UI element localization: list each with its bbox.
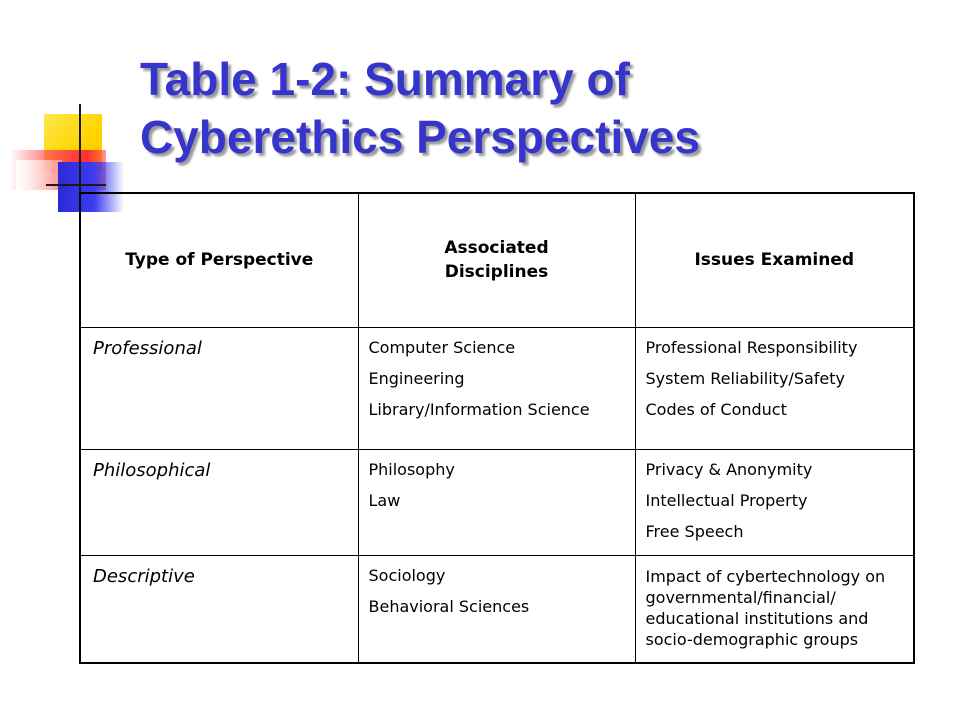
column-header-issues: Issues Examined [635, 193, 914, 327]
discipline-item: Philosophy [368, 459, 455, 479]
issues-cell [635, 555, 914, 663]
perspective-type-cell: Descriptive [80, 555, 358, 663]
discipline-item: Behavioral Sciences [368, 596, 530, 616]
column-header-type: Type of Perspective [80, 193, 358, 327]
table-row [80, 449, 914, 555]
issues-cell [635, 327, 914, 449]
slide-title-line-1: Table 1-2: Summary of [140, 53, 630, 105]
table-header-row [80, 193, 914, 327]
discipline-item: Sociology [368, 565, 446, 585]
issue-item: Privacy & Anonymity [645, 459, 813, 479]
issue-item: Codes of Conduct [645, 399, 787, 419]
issue-item: System Reliability/Safety [645, 368, 845, 388]
discipline-item: Engineering [368, 368, 465, 388]
issue-item: Free Speech [645, 521, 744, 541]
slide-title [140, 50, 940, 166]
discipline-item: Law [368, 490, 401, 510]
disciplines-cell [358, 449, 635, 555]
discipline-item: Library/Information Science [368, 399, 590, 419]
perspectives-table [79, 192, 915, 664]
issue-item: Impact of cybertechnology on governmental/financial/ educational institutions and socio-demographic groups [645, 566, 886, 649]
discipline-item: Computer Science [368, 337, 516, 357]
perspective-type-cell: Philosophical [80, 449, 358, 555]
disciplines-cell [358, 555, 635, 663]
table-row [80, 327, 914, 449]
disciplines-cell [358, 327, 635, 449]
table-row [80, 555, 914, 663]
slide-title-line-2: Cyberethics Perspectives [140, 111, 700, 163]
decorative-horizontal-line [46, 184, 106, 186]
column-header-disciplines: Associated Disciplines [358, 193, 635, 327]
perspective-type-cell: Professional [80, 327, 358, 449]
issue-item: Professional Responsibility [645, 337, 858, 357]
issue-item: Intellectual Property [645, 490, 808, 510]
issues-cell [635, 449, 914, 555]
perspectives-table-container [79, 192, 915, 664]
